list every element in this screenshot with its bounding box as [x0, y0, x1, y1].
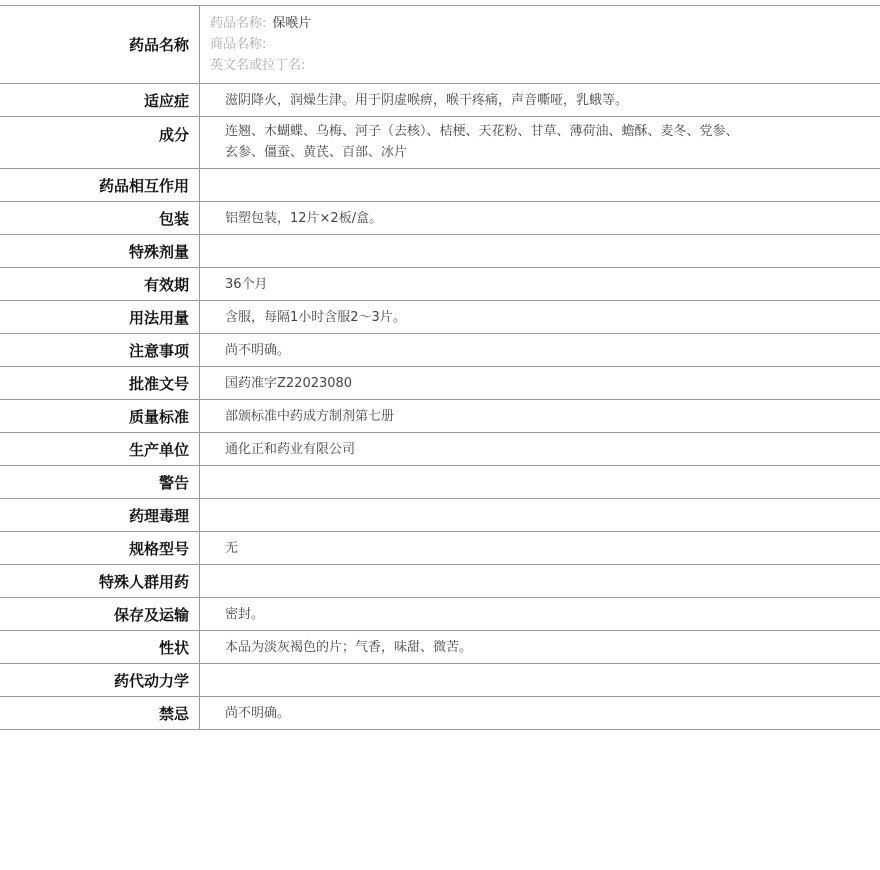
- shelf-life-row: [0, 268, 880, 301]
- indications-label: 适应症: [0, 84, 200, 116]
- generic-name-line: [210, 13, 311, 34]
- contraindications-value: 尚不明确。: [225, 705, 291, 721]
- storage-row: [0, 598, 880, 631]
- description-label: 性状: [0, 631, 200, 663]
- manufacturer-label: 生产单位: [0, 433, 200, 465]
- pharmacology-value: [200, 499, 880, 531]
- specification-label: 规格型号: [0, 532, 200, 564]
- dosage-row: [0, 301, 880, 334]
- special-population-row: [0, 565, 880, 598]
- quality-standard-row: [0, 400, 880, 433]
- ingredients-row: [0, 117, 880, 169]
- ingredients-line-1: 连翘、木蝴蝶、乌梅、河子（去核）、桔梗、天花粉、甘草、薄荷油、蟾酥、麦冬、党参、: [225, 124, 739, 139]
- packaging-label: 包装: [0, 202, 200, 234]
- approval-number-value: 国药准字Z22023080: [225, 375, 353, 391]
- quality-standard-label: 质量标准: [0, 400, 200, 432]
- dosage-label: 用法用量: [0, 301, 200, 333]
- drug-name-row: [0, 6, 880, 84]
- pharmacokinetics-row: [0, 664, 880, 697]
- warning-row: [0, 466, 880, 499]
- shelf-life-label: 有效期: [0, 268, 200, 300]
- interactions-row: [0, 169, 880, 202]
- drug-name-value: [200, 6, 880, 83]
- generic-name-key: 药品名称:: [210, 16, 267, 31]
- specification-value: 无: [225, 540, 239, 556]
- english-name-key: 英文名或拉丁名:: [210, 58, 306, 73]
- indications-row: [0, 84, 880, 117]
- special-dosage-label: 特殊剂量: [0, 235, 200, 267]
- approval-number-label: 批准文号: [0, 367, 200, 399]
- indications-value: 滋阴降火，润燥生津。用于阴虚喉痹，喉干疼痛，声音嘶哑，乳蛾等。: [225, 92, 629, 108]
- approval-number-row: [0, 367, 880, 400]
- drug-info-table: [0, 5, 880, 730]
- contraindications-label: 禁忌: [0, 697, 200, 729]
- interactions-label: 药品相互作用: [0, 169, 200, 201]
- trade-name-line: [210, 34, 272, 55]
- special-dosage-row: [0, 235, 880, 268]
- warning-value: [200, 466, 880, 498]
- ingredients-label: 成分: [0, 117, 200, 168]
- drug-name-label: 药品名称: [0, 6, 200, 83]
- shelf-life-value: 36个月: [225, 276, 268, 292]
- english-name-line: [210, 55, 311, 76]
- warning-label: 警告: [0, 466, 200, 498]
- interactions-value: [200, 169, 880, 201]
- precautions-value: 尚不明确。: [225, 342, 291, 358]
- precautions-row: [0, 334, 880, 367]
- precautions-label: 注意事项: [0, 334, 200, 366]
- generic-name-value: 保喉片: [272, 16, 312, 31]
- pharmacology-label: 药理毒理: [0, 499, 200, 531]
- trade-name-key: 商品名称:: [210, 37, 267, 52]
- storage-label: 保存及运输: [0, 598, 200, 630]
- ingredients-line-2: 玄参、僵蚕、黄芪、百部、冰片: [225, 145, 408, 160]
- quality-standard-value: 部颁标准中药成方制剂第七册: [225, 408, 395, 424]
- specification-row: [0, 532, 880, 565]
- special-population-label: 特殊人群用药: [0, 565, 200, 597]
- ingredients-value: [200, 117, 880, 168]
- pharmacokinetics-value: [200, 664, 880, 696]
- pharmacokinetics-label: 药代动力学: [0, 664, 200, 696]
- manufacturer-value: 通化正和药业有限公司: [225, 441, 356, 457]
- storage-value: 密封。: [225, 606, 265, 622]
- pharmacology-row: [0, 499, 880, 532]
- manufacturer-row: [0, 433, 880, 466]
- packaging-value: 铝塑包装，12片×2板/盒。: [225, 210, 383, 226]
- special-dosage-value: [200, 235, 880, 267]
- special-population-value: [200, 565, 880, 597]
- contraindications-row: [0, 697, 880, 730]
- packaging-row: [0, 202, 880, 235]
- description-row: [0, 631, 880, 664]
- dosage-value: 含服，每隔1小时含服2～3片。: [225, 309, 406, 325]
- description-value: 本品为淡灰褐色的片；气香，味甜、微苦。: [225, 639, 473, 655]
